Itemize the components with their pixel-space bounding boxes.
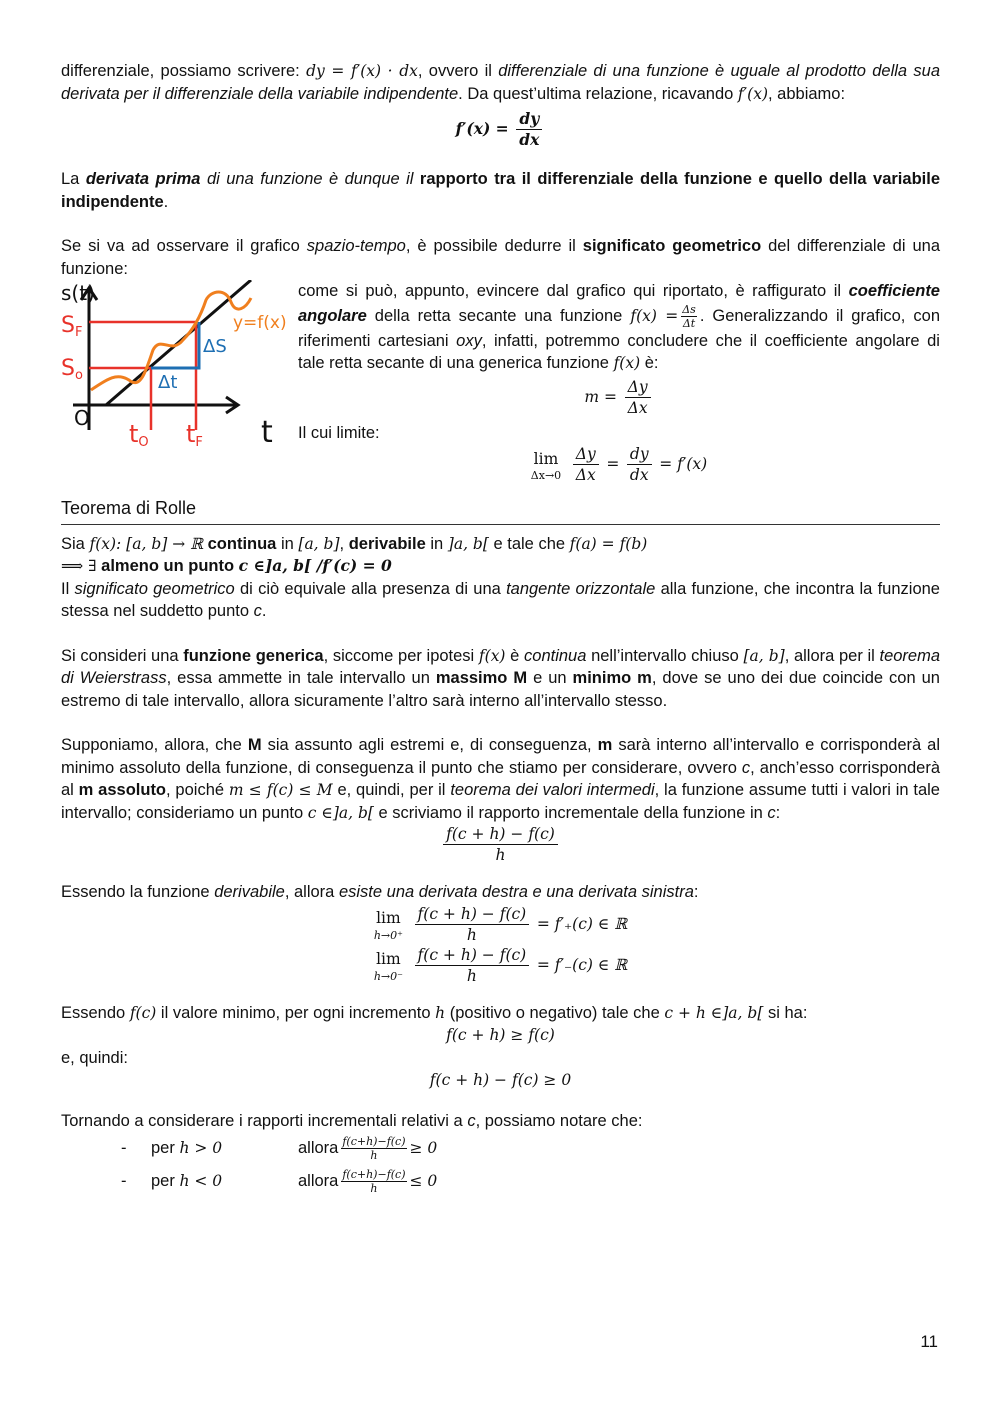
tf-label: tF	[186, 420, 203, 450]
limit	[374, 907, 403, 941]
fraction	[341, 1135, 406, 1162]
equation-inline: f(a) = f(b)	[569, 534, 648, 553]
condition	[151, 1170, 298, 1193]
list-item	[61, 1132, 940, 1165]
s-axis-label: s(t)	[61, 281, 95, 305]
equals: =	[606, 454, 620, 473]
bold-italic-text: coefficiente angolare	[298, 282, 940, 325]
text: Se si va ad osservare il grafico	[61, 237, 300, 255]
text: , abbiamo:	[768, 84, 846, 103]
bold-text: funzione generica	[183, 646, 324, 665]
fraction	[415, 904, 530, 945]
denominator: Δx	[627, 398, 648, 417]
fraction	[415, 945, 530, 986]
numerator: f(c + h) − f(c)	[443, 824, 558, 845]
limit-subscript: h→0⁺	[373, 928, 403, 942]
text: .	[261, 602, 267, 620]
limit	[531, 448, 561, 482]
equation-inline: ≥ 0	[409, 1139, 438, 1158]
paragraph-differential	[61, 60, 940, 105]
fraction	[443, 824, 558, 865]
paragraph-graph-intro	[61, 235, 940, 280]
equation-lhs: m =	[584, 387, 618, 406]
text: è:	[644, 354, 659, 372]
equation-inline: f(c)	[129, 1003, 157, 1022]
numerator: Δy	[625, 377, 651, 398]
equation-inline: c + h ∈]a, b[	[664, 1003, 764, 1022]
text: nell’intervallo chiuso	[591, 646, 739, 665]
text: :	[775, 803, 781, 822]
equation-inequality: f(c + h) ≥ f(c)	[446, 1026, 555, 1044]
equation-inline: f(x) =	[630, 306, 679, 325]
page-content	[61, 60, 940, 1198]
numerator: f(c+h)−f(c)	[342, 1135, 406, 1148]
fraction	[625, 377, 651, 418]
limit-text: lim	[376, 950, 401, 969]
italic-text: c	[253, 602, 262, 620]
t-axis-label: t	[261, 415, 273, 450]
equation-inline: h < 0	[179, 1172, 223, 1191]
text: allora	[298, 1172, 339, 1191]
graph-description	[298, 280, 940, 485]
bold-text: derivabile	[348, 534, 426, 553]
space-time-graph	[61, 280, 296, 450]
italic-text: significato geometrico	[74, 579, 235, 598]
text: e un	[533, 669, 567, 687]
equation-inline: f(x)	[478, 646, 506, 665]
section-title: Teorema di Rolle	[61, 497, 940, 525]
condition	[151, 1137, 298, 1160]
italic-text: oxy	[456, 331, 482, 350]
denominator: dx	[519, 130, 540, 149]
bold-text: m assoluto	[78, 781, 167, 799]
limit-subscript: h→0⁻	[373, 969, 403, 983]
text: ,	[339, 534, 345, 553]
paragraph-derivative-definition	[61, 168, 940, 213]
equation-inline: ]a, b[	[447, 534, 489, 553]
text: , è possibile dedurre il	[405, 237, 576, 255]
text: sia assunto agli estremi e, di conseguenza,	[267, 736, 592, 754]
paragraph-secant	[298, 280, 940, 375]
origin-label: O	[74, 406, 90, 430]
curve-label: y=f(x)	[233, 313, 287, 333]
bullet-dash: -	[121, 1172, 127, 1191]
denominator: h	[466, 966, 477, 985]
denominator: Δt	[682, 316, 696, 330]
limit	[374, 948, 403, 982]
t0-label: tO	[129, 420, 149, 450]
fraction	[341, 1168, 406, 1195]
fraction	[681, 303, 697, 330]
text: Si consideri una	[61, 646, 179, 665]
text: . Generalizzando il grafico, con riferimenti cartesiani	[298, 306, 940, 350]
numerator: dy	[627, 444, 652, 465]
text: , allora	[284, 883, 335, 901]
bold-text: M	[247, 736, 262, 754]
equation-inline: ≤ 0	[409, 1172, 438, 1191]
text: del differenziale di una funzione:	[61, 237, 940, 278]
equation-inline: dy = f′(x) · dx	[306, 62, 418, 80]
equation-rhs: = f′₊(c) ∈ ℝ	[536, 914, 628, 933]
denominator: h	[466, 925, 477, 944]
equation-slope	[298, 377, 940, 418]
so-label: So	[61, 356, 83, 383]
list-item	[61, 1165, 940, 1198]
equation-inline: h	[435, 1003, 446, 1022]
equation-inline: f(x)	[613, 354, 641, 372]
bold-text: significato geometrico	[582, 237, 762, 255]
equation-rhs: = f′(x)	[659, 454, 708, 473]
rolle-thesis	[61, 555, 940, 578]
text: . Da quest’ultima relazione, ricavando	[458, 84, 734, 103]
text: si ha:	[767, 1003, 808, 1022]
paragraph-minimum	[61, 734, 940, 824]
equation-inline: [a, b]	[743, 646, 785, 665]
bold-text: m	[597, 736, 613, 754]
page-number: 11	[920, 1332, 938, 1351]
numerator: f(c + h) − f(c)	[415, 904, 530, 925]
italic-text: teorema di Weierstrass	[61, 646, 941, 687]
text: (positivo o negativo) tale che	[449, 1003, 660, 1022]
text: , anch’esso corrisponderà al	[61, 758, 941, 799]
bold-text: rapporto tra il differenziale della funzione e quello della variabile indipendente	[61, 170, 940, 211]
bold-text: almeno un punto	[101, 557, 235, 575]
equation-left-derivative	[61, 945, 940, 986]
equation-inline: c ∈]a, b[ /f′(c) = 0	[238, 556, 392, 575]
paragraph-weierstrass	[61, 645, 940, 713]
text: , allora per il	[784, 646, 875, 665]
fraction	[627, 444, 652, 485]
numerator: f(c+h)−f(c)	[342, 1168, 406, 1181]
numerator: dy	[516, 109, 542, 130]
delta-t-label: Δt	[158, 372, 178, 393]
numerator: Δs	[682, 302, 696, 316]
text: in	[430, 534, 444, 553]
equation-right-derivative	[61, 904, 940, 945]
text: sarà interno all’intervallo e corrisponderà al minimo assoluto della funzione, di conseguenza il punto che stiamo per considerare, ovvero	[61, 736, 941, 777]
text: e, quindi, per il	[337, 781, 446, 799]
text: , possiamo notare che:	[475, 1111, 643, 1130]
italic-text: spazio-tempo	[306, 237, 406, 255]
equation-lhs: f′(x) =	[455, 118, 509, 138]
text: in	[280, 534, 294, 553]
limit-intro: Il cui limite:	[298, 423, 380, 442]
limit-text: lim	[376, 909, 401, 928]
equation-limit	[298, 444, 940, 485]
text: :	[693, 883, 699, 901]
rolle-statement	[61, 533, 940, 556]
bold-text: minimo m	[572, 669, 652, 687]
italic-text: c	[767, 803, 776, 822]
text: , la funzione assume tutti i valori in tale intervallo; consideriamo un punto	[61, 781, 940, 822]
text: per	[151, 1139, 175, 1158]
fraction	[573, 444, 599, 485]
text: Il	[61, 579, 70, 598]
text: Essendo	[61, 1003, 126, 1022]
text: La	[61, 170, 80, 188]
fraction	[516, 109, 542, 150]
text: , dove se uno dei due coincide con un estremo di tale intervallo, allora sicuramente l’altro sarà interno all’intervallo stesso.	[61, 669, 940, 710]
denominator: h	[370, 1149, 378, 1162]
italic-text: derivabile	[214, 883, 285, 901]
italic-text: c	[467, 1111, 476, 1130]
text: .	[163, 192, 169, 211]
text: , essa ammette in tale intervallo un	[166, 669, 430, 687]
italic-text: c	[741, 758, 751, 777]
sf-label: SF	[61, 313, 83, 340]
equation-rhs: = f′₋(c) ∈ ℝ	[536, 955, 628, 974]
limit-text: lim	[533, 449, 559, 468]
text: della retta secante una funzione	[374, 306, 623, 325]
italic-text: esiste una derivata destra e una derivata sinistra	[338, 883, 694, 901]
paragraph-incremental-ratios	[61, 1110, 940, 1133]
equation-derivative	[61, 109, 940, 150]
text: Tornando a considerare i rapporti incrementali relativi a	[61, 1111, 463, 1130]
limit-subscript: Δx→0	[530, 469, 562, 483]
equation-inline: f(x): [a, b] → ℝ	[89, 534, 204, 553]
text: , siccome per ipotesi	[323, 646, 475, 665]
denominator: Δx	[575, 466, 596, 484]
text: Supponiamo, allora, che	[61, 736, 242, 754]
paragraph-therefore: e, quindi:	[61, 1048, 128, 1067]
text: , ovvero il	[417, 62, 492, 80]
denominator: h	[495, 846, 506, 864]
equation-difference: f(c + h) − f(c) ≥ 0	[429, 1071, 572, 1089]
text: , poiché	[166, 781, 225, 799]
text: e scriviamo il rapporto incrementale della funzione in	[378, 803, 763, 822]
text: come si può, appunto, evincere dal grafico qui riportato, è raffigurato il	[298, 282, 842, 300]
text: differenziale, possiamo scrivere:	[61, 62, 300, 80]
equation-inline: m ≤ f(c) ≤ M	[228, 781, 333, 799]
paragraph-derivable	[61, 881, 940, 904]
text: di ciò equivale alla presenza di una	[240, 579, 501, 598]
text: Essendo la funzione	[61, 883, 210, 901]
text: Sia	[61, 534, 85, 553]
italic-text: tangente orizzontale	[506, 579, 656, 598]
text: e tale che	[493, 534, 566, 553]
equation-incremental-ratio	[61, 824, 940, 865]
implies-symbol: ⟹ ∃	[61, 557, 97, 575]
text: il valore minimo, per ogni incremento	[160, 1003, 431, 1022]
italic-text: continua	[524, 646, 587, 665]
italic-text: differenziale di una funzione è uguale al prodotto della sua derivata per il differenziale della variabile indipendente	[61, 62, 940, 103]
equation-inline: f′(x)	[737, 84, 769, 103]
text: , infatti, potremmo concludere che il coefficiente angolare di tale retta secante di una generica funzione	[298, 331, 940, 372]
bold-text: massimo M	[435, 669, 528, 687]
equation-inline: [a, b]	[298, 534, 340, 553]
paragraph-minimum-value	[61, 1002, 940, 1025]
denominator: h	[370, 1182, 378, 1195]
italic-text: teorema dei valori intermedi	[450, 781, 655, 799]
text: è	[510, 646, 520, 665]
bold-text: continua	[207, 534, 277, 553]
equation-inline: c ∈]a, b[	[307, 803, 374, 822]
delta-s-label: ΔS	[203, 336, 227, 357]
text: per	[151, 1172, 175, 1191]
numerator: f(c + h) − f(c)	[415, 945, 530, 966]
numerator: Δy	[573, 444, 599, 465]
graph-section	[61, 280, 940, 485]
text: allora	[298, 1139, 339, 1158]
equation-inline: h > 0	[179, 1139, 223, 1158]
text: alla funzione, che incontra la funzione stessa nel suddetto punto	[61, 579, 940, 620]
bullet-dash: -	[121, 1139, 127, 1158]
italic-text: di una funzione è dunque il	[206, 170, 414, 188]
rolle-geometric-meaning	[61, 578, 940, 623]
bold-italic-text: derivata prima	[85, 170, 201, 188]
denominator: dx	[629, 466, 649, 484]
